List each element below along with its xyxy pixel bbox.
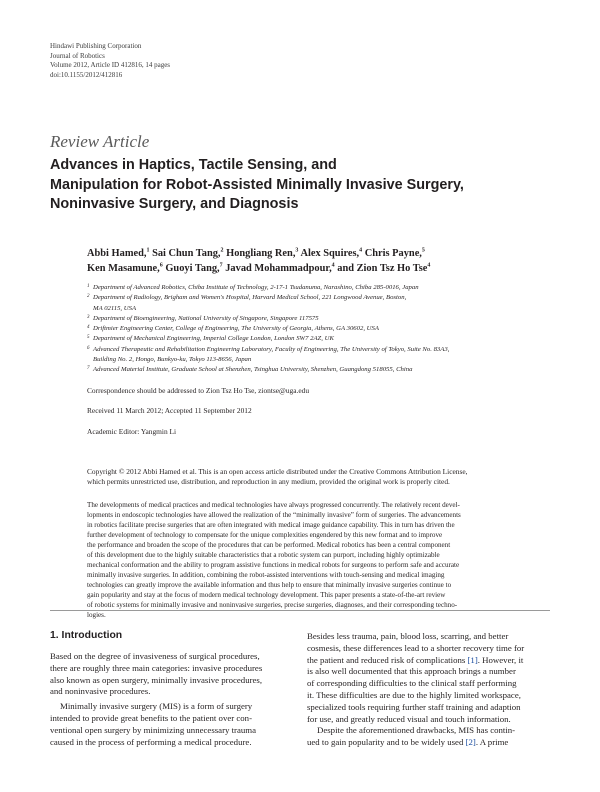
author-line-2 (87, 262, 567, 277)
title-line: Manipulation for Robot-Assisted Minimally Invasive Surgery, (50, 176, 464, 193)
body-line: Despite the aforementioned drawbacks, MIS has contin- (317, 725, 516, 736)
body-line: ventional open surgery by minimizing unnecessary trauma (50, 724, 257, 735)
abstract-line: technologies can greatly improve the available information and thus help to ensure that minimally invasive surgeries continue to (87, 581, 452, 589)
title-line: Noninvasive Surgery, and Diagnosis (50, 196, 299, 212)
abstract-line: further development of technology to compensate for the unique complexities engendered by this new format and to improve (87, 531, 443, 539)
abstract-line: logies. (87, 611, 106, 619)
doi[interactable]: doi:10.1155/2012/412816 (50, 70, 123, 79)
body-line: and noninvasive procedures. (50, 686, 151, 697)
abstract-line: The developments of medical practices and medical technologies have always progressed concurrently. The relatively recent devel- (87, 501, 460, 509)
body-line: caused in the process of performing a medical procedure. (50, 736, 252, 747)
affiliation-text: Department of Bioengineering, National University of Singapore, Singapore 117575 (93, 314, 319, 322)
paper-title (50, 156, 590, 215)
author-name: Javad Mohammadpour, (222, 262, 332, 274)
author-affiliation-mark: 1 (146, 247, 150, 254)
body-line (307, 737, 547, 749)
affiliation-item (87, 365, 557, 375)
citation-link[interactable]: [2] (465, 737, 476, 748)
affiliation-item (87, 324, 557, 334)
abstract-line: minimally invasive surgeries. In addition, combining the robot-assisted interventions with touch-sensing and medical imaging (87, 571, 445, 579)
license-text (87, 467, 557, 487)
license-line: which permits unrestricted use, distribution, and reproduction in any medium, provided the original work is properly cited. (87, 477, 450, 486)
affiliation-item (87, 334, 557, 344)
author-affiliation-mark: 5 (421, 247, 425, 254)
affiliation-text: Building No. 2, Hongo, Bunkyo-ku, Tokyo 113-8656, Japan (93, 356, 252, 364)
body-line: cosmesis, these differences lead to a shorter recovery time for (307, 642, 525, 653)
author-affiliation-mark: 7 (219, 262, 223, 269)
abstract-line: gain popularity and stay at the focus of modern medical technology development. This paper presents a state-of-the-art review (87, 591, 446, 599)
author-name: Chris Payne, (362, 248, 422, 259)
academic-editor: Academic Editor: Yangmin Li (87, 427, 177, 436)
body-line: is also well documented that this approach brings a number (307, 666, 516, 677)
section-divider (50, 610, 550, 611)
affiliation-text: Driftmier Engineering Center, College of Engineering, The University of Georgia, Athens, GA 30602, USA (93, 325, 379, 333)
affiliations (87, 283, 557, 376)
affiliation-text: Department of Advanced Robotics, Chiba Institute of Technology, 2-17-1 Tsudanuma, Narashino, Chiba 285-0016, Japan (93, 284, 419, 291)
author-name: Ken Masamune, (87, 262, 160, 274)
abstract (87, 500, 557, 620)
affiliation-number: 3 (87, 314, 90, 320)
body-line: for use, and greatly reduced visual and touch information. (307, 713, 511, 724)
body-text: . A prime (475, 737, 509, 748)
affiliation-text: Department of Radiology, Brigham and Women's Hospital, Harvard Medical School, 221 Longwood Avenue, Boston, (93, 294, 407, 302)
affiliation-number: 7 (87, 366, 90, 372)
body-line: intended to provide great benefits to the patient over con- (50, 712, 253, 723)
body-line: of corresponding difficulties to the clinical staff performing (307, 678, 517, 689)
affiliation-number: 5 (87, 335, 90, 341)
author-name: Sai Chun Tang, (149, 248, 221, 259)
author-name: Alex Squires, (298, 248, 360, 259)
affiliation-text: MA 02115, USA (93, 304, 137, 312)
article-type: Review Article (50, 132, 150, 151)
author-affiliation-mark: 6 (159, 262, 163, 269)
journal-name: Journal of Robotics (50, 51, 105, 60)
author-name: and Zion Tsz Ho Tse (334, 262, 428, 274)
affiliation-text: Advanced Material Institute, Graduate School at Shenzhen, Tsinghua University, Shenzhen, Guangdong 518055, China (93, 366, 413, 374)
affiliation-number: 1 (87, 284, 90, 289)
abstract-line: the performance and broaden the scope of the procedures that can be performed. Medical robotics has been a central component (87, 541, 451, 549)
journal-info (50, 42, 170, 80)
publisher: Hindawi Publishing Corporation (50, 42, 142, 50)
left-column (50, 651, 290, 748)
right-column (307, 631, 547, 749)
affiliation-item (87, 314, 557, 324)
body-text: . However, it (477, 654, 524, 665)
author-list (87, 247, 567, 276)
abstract-line: lopments in endoscopic technologies have allowed the realization of the “minimally invasive” form of surgeries. The advancements (87, 511, 461, 519)
affiliation-text: Advanced Therapeutic and Rehabilitation Engineering Laboratory, Faculty of Engineering, The University of Tokyo, Suite No. 83A3, (93, 345, 450, 353)
body-text: ued to gain popularity and to be widely used (307, 737, 466, 748)
abstract-line: mechanical conformation and the ability to program assistive functions in medical robots for surgeons to perform safe and accurate (87, 561, 460, 569)
affiliation-number: 6 (87, 345, 90, 351)
affiliation-number: 4 (87, 325, 90, 331)
body-line: also known as open surgery, minimally invasive procedures, (50, 674, 263, 685)
body-line: Based on the degree of invasiveness of surgical procedures, (50, 651, 260, 661)
author-affiliation-mark: 4 (359, 247, 363, 254)
affiliation-item (87, 293, 557, 303)
body-line: it. These difficulties are due to the highly limited workspace, (307, 689, 521, 700)
author-affiliation-mark: 4 (331, 262, 335, 269)
body-line: Besides less trauma, pain, blood loss, scarring, and better (307, 631, 509, 641)
body-line: Minimally invasive surgery (MIS) is a form of surgery (60, 701, 253, 712)
title-line: Advances in Haptics, Tactile Sensing, and (50, 157, 337, 173)
body-line: specialized tools requiring further staff training and adaption (307, 701, 521, 712)
author-affiliation-mark: 3 (295, 247, 299, 254)
body-line (307, 655, 547, 667)
correspondence: Correspondence should be addressed to Zion Tsz Ho Tse, ziontse@uga.edu (87, 386, 310, 395)
author-name: Hongliang Ren, (223, 248, 296, 259)
affiliation-text: Department of Mechanical Engineering, Imperial College London, London SW7 2AZ, UK (93, 335, 334, 343)
section-heading-introduction: 1. Introduction (50, 630, 123, 641)
abstract-line: of robotic systems for minimally invasive and noninvasive surgeries, precise surgeries, diagnoses, and their corresponding techno- (87, 601, 458, 609)
body-text: the patient and reduced risk of complications (307, 654, 468, 665)
author-name: Abbi Hamed, (87, 248, 147, 259)
citation-link[interactable]: [1] (467, 654, 478, 665)
author-name: Guoyi Tang, (162, 262, 220, 274)
affiliation-item (87, 283, 557, 293)
abstract-line: of this development due to the highly suitable characteristics that a robotic system can purport, including highly optimizable (87, 551, 440, 559)
author-affiliation-mark: 2 (220, 247, 224, 254)
volume-info: Volume 2012, Article ID 412816, 14 pages (50, 61, 171, 70)
author-affiliation-mark: 4 (427, 262, 431, 269)
license-line: Copyright © 2012 Abbi Hamed et al. This is an open access article distributed under the Creative Commons Attribution License, (87, 467, 468, 476)
affiliation-item (87, 345, 557, 355)
received-date: Received 11 March 2012; Accepted 11 September 2012 (87, 406, 252, 415)
abstract-line: in robotics facilitate precise surgeries that are often integrated with medical image guidance capability. This in turn has driven the (87, 521, 455, 529)
author-line-1 (87, 247, 567, 262)
body-line: there are roughly three main categories: invasive procedures (50, 662, 263, 673)
affiliation-number: 2 (87, 294, 90, 300)
